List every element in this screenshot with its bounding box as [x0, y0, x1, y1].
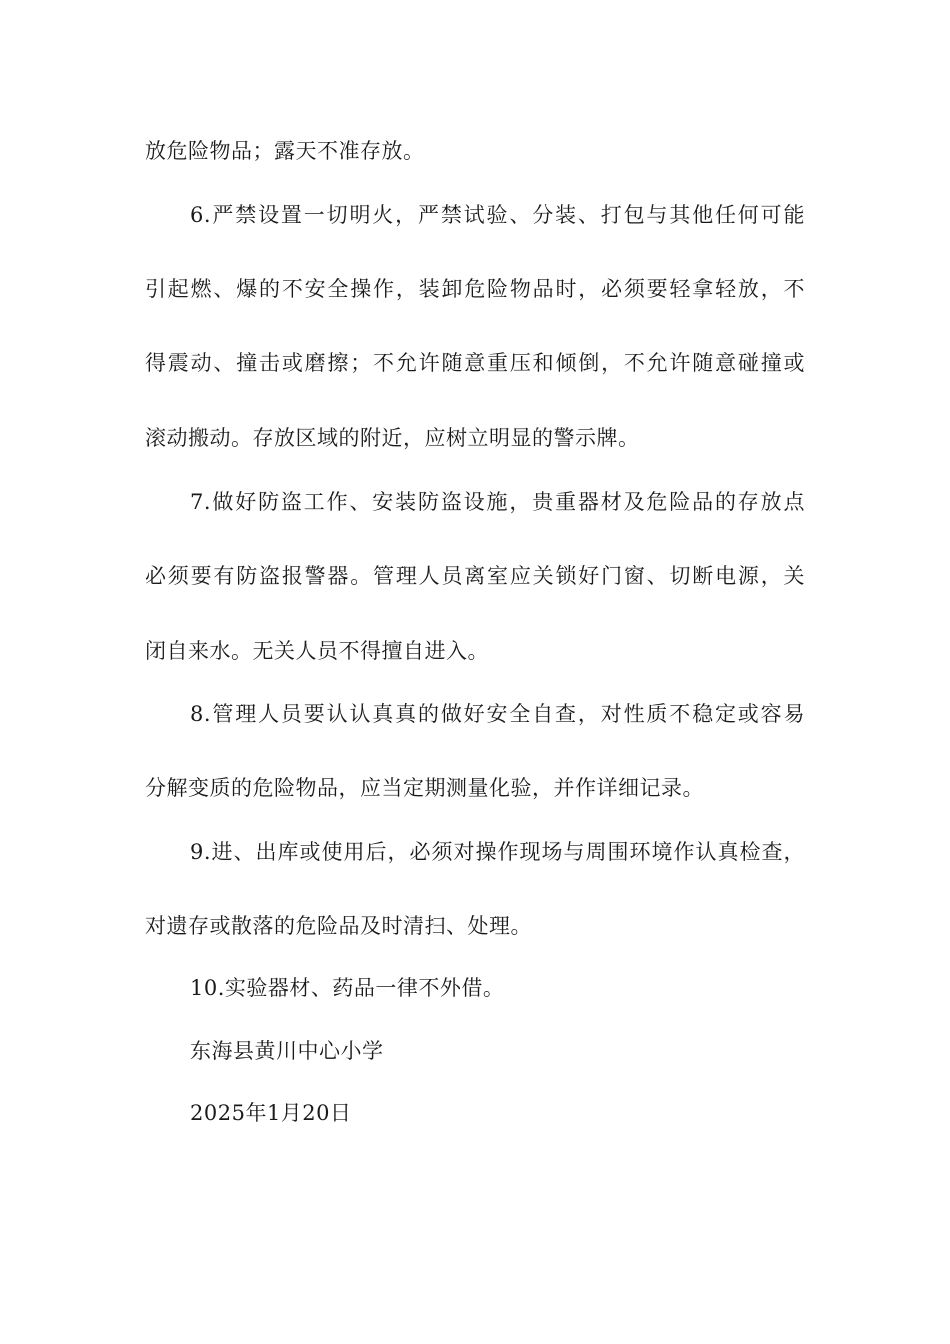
signature-organization: 东海县黄川中心小学: [190, 1039, 384, 1063]
signature-date: 2025年1月20日: [190, 1101, 352, 1125]
paragraph-line: 7.做好防盗工作、安装防盗设施，贵重器材及危险品的存放点: [190, 490, 805, 514]
paragraph-line: 必须要有防盗报警器。管理人员离室应关锁好门窗、切断电源，关: [145, 564, 805, 588]
paragraph-line: 6.严禁设置一切明火，严禁试验、分装、打包与其他任何可能: [190, 203, 805, 227]
paragraph-line: 滚动搬动。存放区域的附近，应树立明显的警示牌。: [145, 426, 640, 450]
paragraph-line: 8.管理人员要认认真真的做好安全自查，对性质不稳定或容易: [190, 702, 805, 726]
paragraph-line: 9.进、出库或使用后，必须对操作现场与周围环境作认真检查，: [190, 840, 805, 864]
paragraph-line: 得震动、撞击或磨擦；不允许随意重压和倾倒，不允许随意碰撞或: [145, 351, 805, 375]
paragraph-line: 放危险物品；露天不准存放。: [145, 139, 425, 163]
paragraph-line: 分解变质的危险物品，应当定期测量化验，并作详细记录。: [145, 776, 704, 800]
paragraph-line: 引起燃、爆的不安全操作，装卸危险物品时，必须要轻拿轻放，不: [145, 277, 805, 301]
paragraph-line: 对遗存或散落的危险品及时清扫、处理。: [145, 914, 532, 938]
paragraph-line: 闭自来水。无关人员不得擅自进入。: [145, 639, 489, 663]
paragraph-line: 10.实验器材、药品一律不外借。: [190, 976, 505, 1000]
